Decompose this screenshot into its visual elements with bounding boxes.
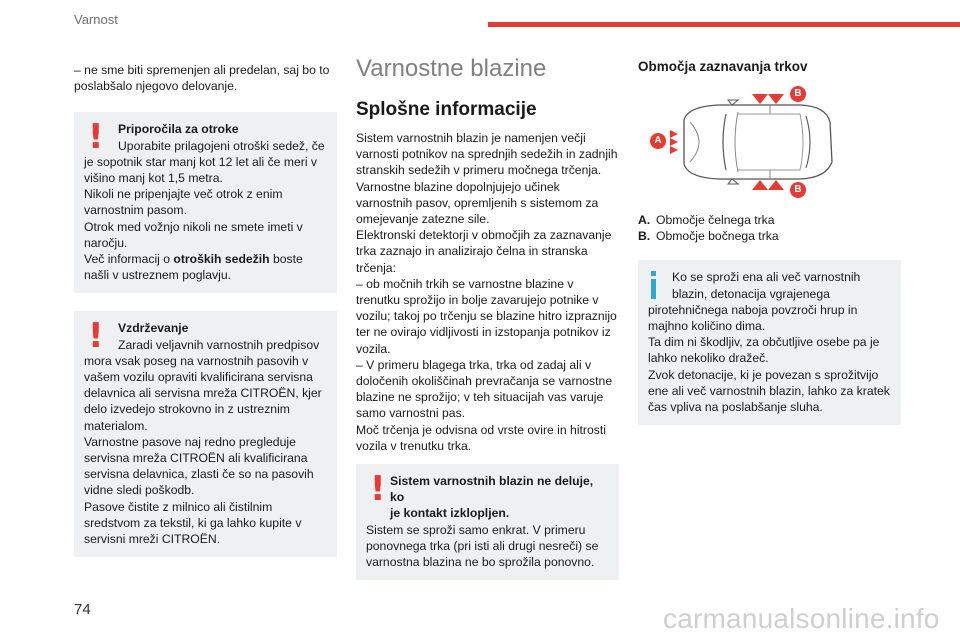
column-left bbox=[74, 62, 337, 557]
page-number: 74 bbox=[74, 601, 91, 618]
box-text: Varnostne pasove naj redno pregleduje servisna mreža CITROËN ali kvalificirana servisna delavnica, zlasti če so na pasovih vidne sledi poškodb. bbox=[84, 434, 314, 498]
legend-item: B. Območje bočnega trka bbox=[638, 229, 779, 244]
label-b-marker-bottom: B bbox=[790, 182, 806, 198]
children-warning-box bbox=[74, 112, 337, 293]
box-title: Vzdrževanje bbox=[118, 321, 189, 336]
box-text: Pasove čistite z milnico ali čistilnim sredstvom za tekstil, ki ga lahko kupite v servisni mreži CITROËN. bbox=[84, 499, 302, 547]
child-seat-link-text: otroških sedežih bbox=[173, 252, 270, 267]
crash-zones-diagram bbox=[650, 88, 850, 195]
box-text: Sistem se sproži samo enkrat. V primeru ponovnega trka (pri isti ali drugi nesreči) se varnostna blazina ne bo sprožila ponovno. bbox=[366, 522, 599, 570]
exclamation-icon: ! bbox=[88, 316, 104, 357]
section-header: Varnost bbox=[74, 12, 118, 27]
box-text: Zaradi veljavnih varnostnih predpisov bbox=[118, 337, 320, 352]
box-text: blazin, detonacija vgrajenega bbox=[672, 286, 830, 301]
label-a-marker: A bbox=[650, 133, 666, 149]
column-middle bbox=[356, 54, 619, 580]
legend-item: A. Območje čelnega trka bbox=[638, 213, 775, 227]
airbag-warning-box bbox=[356, 464, 619, 580]
box-title: Sistem varnostnih blazin ne deluje, ko bbox=[390, 474, 594, 505]
info-icon bbox=[651, 271, 656, 299]
front-impact-arrows bbox=[670, 130, 678, 154]
exclamation-icon: ! bbox=[370, 469, 386, 510]
detection-zones-title: Območja zaznavanja trkov bbox=[638, 59, 808, 74]
box-text: mora vsak poseg na varnostnih pasovih v vašem vozilu opraviti kvalificirana servisna delavnica ali servisna mreža CITROËN, kjer delo izvedejo strokovno in z ustreznim materialom. bbox=[84, 353, 322, 433]
car-top-view-icon bbox=[650, 92, 850, 192]
box-text: Ta dim ni škodljiv, za občutljive osebe pa je lahko nekoliko dražeč. bbox=[648, 335, 880, 366]
header-accent-bar bbox=[488, 22, 960, 27]
intro-text: – ne sme biti spremenjen ali predelan, saj bo to poslabšalo njegovo delovanje. bbox=[74, 63, 330, 94]
diagram-legend bbox=[638, 212, 901, 244]
box-text: pirotehničnega naboja povzroči hrup in majhno količino dima. bbox=[648, 302, 858, 334]
watermark: carmanualsonline.info bbox=[663, 603, 940, 634]
box-text: Uporabite prilagojeni otroški sedež, če bbox=[118, 138, 325, 153]
paragraph: Elektronski detektorji v območjih za zaznavanje trka zaznajo in analizirajo čelna in stranska trčenja: bbox=[356, 228, 612, 275]
label-b-marker-top: B bbox=[790, 86, 806, 102]
box-text: Več informacij o otroških sedežih boste našli v ustreznem poglavju. bbox=[84, 252, 303, 283]
section-title: Varnostne blazine bbox=[356, 55, 547, 82]
box-title: Priporočila za otroke bbox=[118, 122, 239, 137]
paragraph: Sistem varnostnih blazin je namenjen večji varnosti potnikov na sprednjih sedežih in zadnjih stranskih sedežih v primeru močnega trčenja. Varnostne blazine dopolnjujejo učinek varnostnih pasov, opremljenih s sistemom za omejevanje zatezne sile. bbox=[356, 131, 618, 227]
paragraph: – V primeru blagega trka, trka od zadaj ali v določenih okoliščinah prevračanja se varnostne blazine ne sprožijo; v teh situacijah vas varuje samo varnostni pas. bbox=[356, 357, 613, 421]
box-text: je sopotnik star manj kot 12 let ali če meri v višino manj kot 1,5 metra. bbox=[84, 154, 318, 186]
maintenance-warning-box bbox=[74, 311, 337, 557]
side-impact-arrows-bottom bbox=[752, 180, 784, 190]
box-title: je kontakt izklopljen. bbox=[390, 506, 510, 521]
paragraph: Moč trčenja je odvisna od vrste ovire in hitrosti vozila v trenutku trka. bbox=[356, 422, 606, 453]
box-text: Zvok detonacije, ki je povezan s sprožitvijo ene ali več varnostnih blazin, lahko za kratek čas vpliva na poslabšanje sluha. bbox=[648, 367, 890, 415]
paragraph: – ob močnih trkih se varnostne blazine v trenutku sprožijo in bolje zavarujejo potnike v vozilu; takoj po trčenju se blazine hitro izpraznijo ter ne ovirajo vidljivosti in izstopanja potnikov iz vozila. bbox=[356, 276, 617, 356]
column-right bbox=[638, 58, 901, 425]
box-text: Otrok med vožnjo nikoli ne smete imeti v naročju. bbox=[84, 219, 303, 250]
exclamation-icon: ! bbox=[88, 117, 104, 158]
info-box bbox=[638, 260, 901, 425]
side-impact-arrows-top bbox=[752, 94, 784, 104]
box-text: Ko se sproži ena ali več varnostnih bbox=[672, 270, 861, 285]
subsection-title: Splošne informacije bbox=[356, 99, 537, 120]
box-text: Nikoli ne pripenjajte več otrok z enim varnostnim pasom. bbox=[84, 187, 283, 218]
